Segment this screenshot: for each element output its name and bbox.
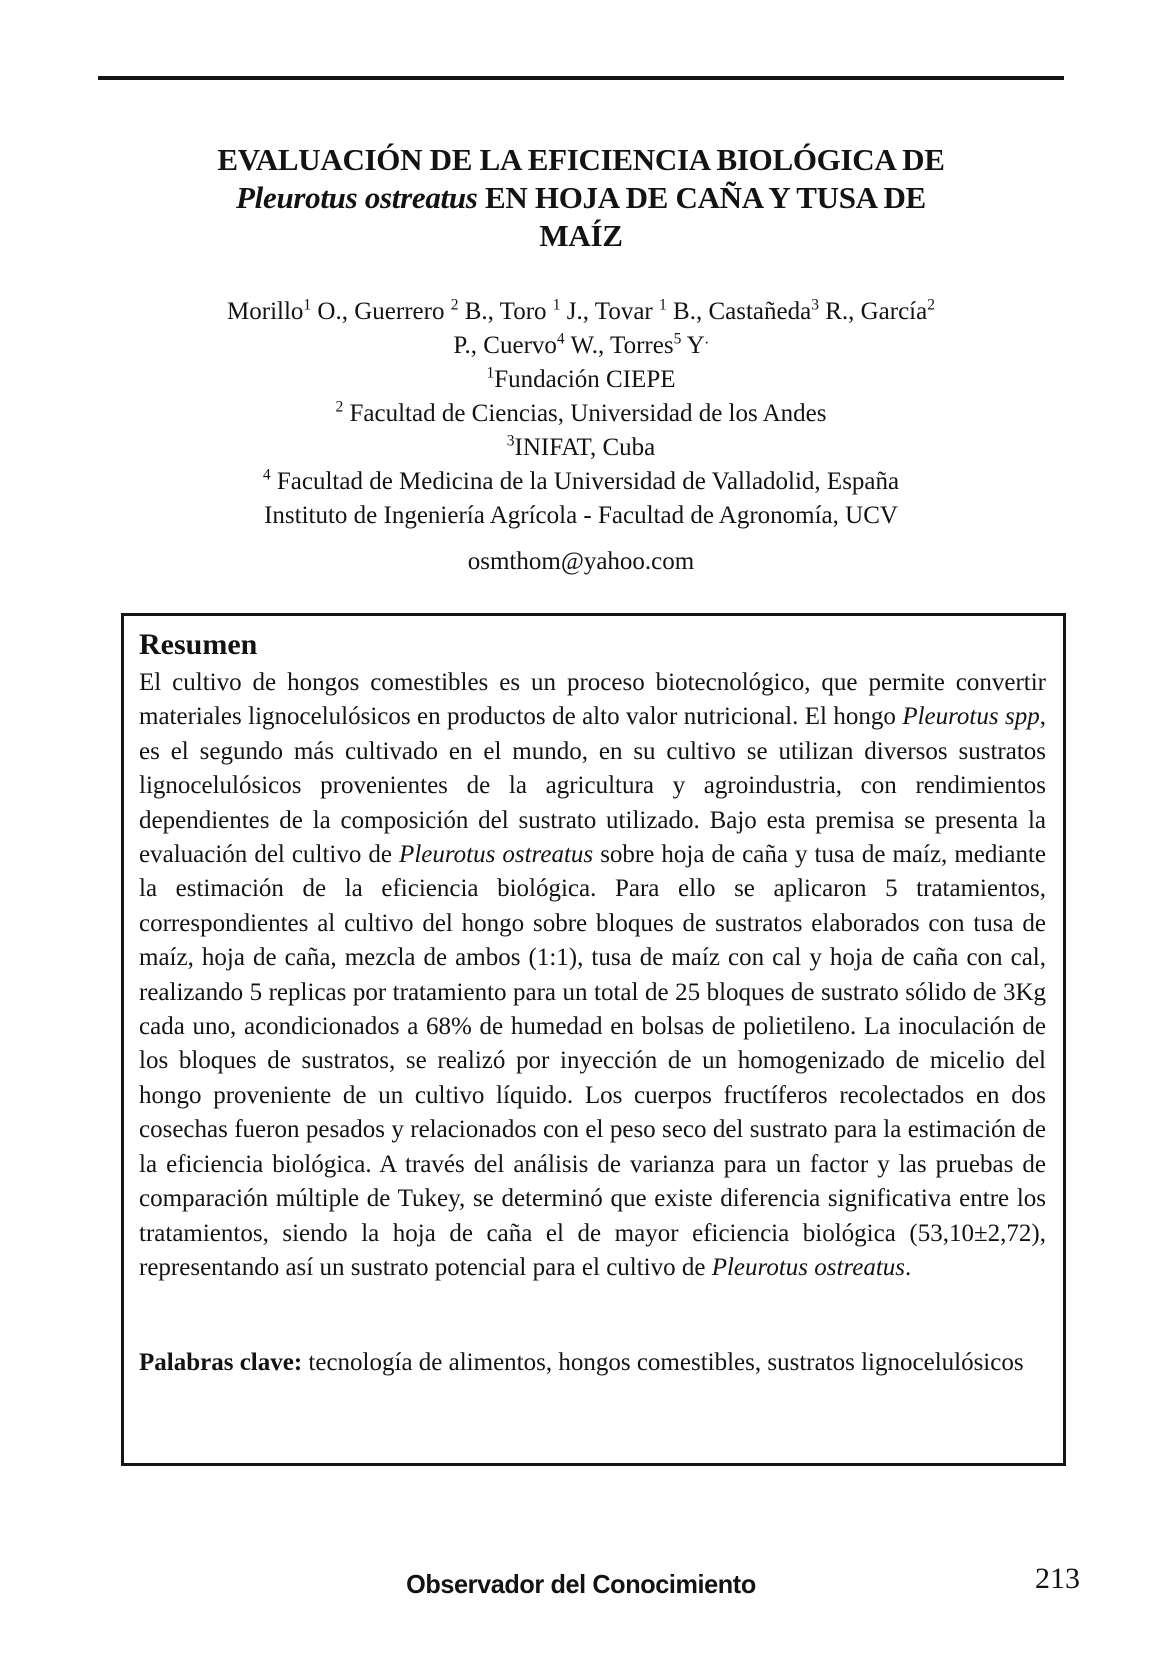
affiliation-line: $^1$Fundación CIEPE (486, 364, 676, 393)
affiliation-line: Instituto de Ingeniería Agrícola - Facultad de Agronomía, UCV (264, 502, 898, 529)
title-line: EVALUACIÓN DE LA EFICIENCIA BIOLÓGICA DE (217, 142, 945, 177)
affiliation-line: $^3$INIFAT, Cuba (506, 432, 656, 461)
author-line: P., Cuervo$^4$ W., Torres$^5$ Y. (453, 330, 709, 359)
authors-block (98, 295, 1064, 363)
keywords-line: Palabras clave: tecnología de alimentos, hongos comestibles, sustratos lignocelulósicos (139, 1349, 1024, 1377)
page-number: 213 (1035, 1562, 1080, 1595)
article-title (153, 141, 1009, 255)
journal-name: Observador del Conocimiento (406, 1569, 756, 1599)
page-content (98, 0, 1064, 1466)
abstract-text: El cultivo de hongos comestibles es un proceso biotecnológico, que permite convertir materiales lignocelulósicos en productos de alto valor nutricional. El hongo Pleurotus spp, es el segundo más cultivado en el mundo, en su cultivo se utilizan diversos sustratos lignocelulósicos provenientes de la agricultura y agroindustria, con rendimientos dependientes de la composición del sustrato utilizado. Bajo esta premisa se presenta la evaluación del cultivo de Pleurotus ostreatus sobre hoja de caña y tusa de maíz, mediante la estimación de la eficiencia biológica. Para ello se aplicaron 5 tratamientos, correspondientes al cultivo del hongo sobre bloques de sustratos elaborados con tusa de maíz, hoja de caña, mezcla de ambos (1:1), tusa de maíz con cal y hoja de caña con cal, realizando 5 replicas por tratamiento para un total de 25 bloques de sustrato sólido de 3Kg cada uno, acondicionados a 68% de humedad en bolsas de polietileno. La inoculación de los bloques de sustratos, se realizó por inyección de un homogenizado de micelio del hongo proveniente de un cultivo líquido. Los cuerpos fructíferos recolectados en dos cosechas fueron pesados y relacionados con el peso seco del sustrato para la estimación de la eficiencia biológica. A través del análisis de varianza para un factor y las pruebas de comparación múltiple de Tukey, se determinó que existe diferencia significativa entre los tratamientos, siendo la hoja de caña el de mayor eficiencia biológica (53,10±2,72), representando así un sustrato potencial para el cultivo de Pleurotus ostreatus. (139, 669, 1046, 1281)
contact-email: osmthom@yahoo.com (467, 548, 695, 575)
abstract-heading: Resumen (139, 628, 258, 661)
affiliations-block (98, 363, 1064, 533)
abstract-box (121, 613, 1066, 1466)
affiliation-line: $^2$ Facultad de Ciencias, Universidad de los Andes (335, 398, 827, 427)
author-line: Morillo$^1$ O., Guerrero $^2$ B., Toro $^1$ J., Tovar $^1$ B., Castañeda$^3$ R., García$^2$ (227, 296, 935, 325)
title-line: Pleurotus ostreatus EN HOJA DE CAÑA Y TUSA DE (236, 180, 926, 215)
title-line: MAÍZ (539, 218, 623, 253)
affiliation-line: $^4$ Facultad de Medicina de la Universidad de Valladolid, España (262, 466, 900, 495)
